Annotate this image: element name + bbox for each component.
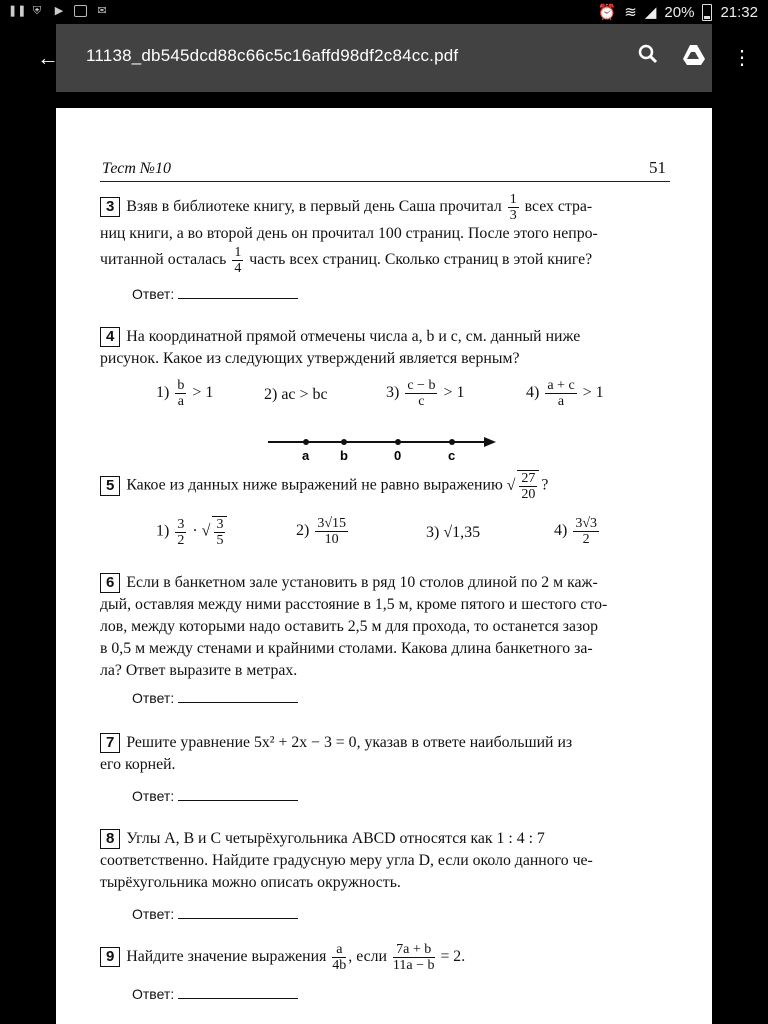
task-number: 6 xyxy=(100,573,120,593)
task-6 xyxy=(100,572,670,682)
point-b xyxy=(341,439,347,445)
task-text: в 0,5 м между стенами и крайними столами. Какова длина банкетного за- xyxy=(100,640,593,657)
answer-line[interactable] xyxy=(178,788,298,801)
page-number: 51 xyxy=(649,158,666,177)
point-zero xyxy=(395,439,401,445)
battery-icon xyxy=(702,4,712,21)
task-number: 9 xyxy=(100,947,120,967)
task-number: 4 xyxy=(100,327,120,347)
task-text: На координатной прямой отмечены числа a, b и c, см. данный ниже xyxy=(126,328,581,345)
answer-field[interactable] xyxy=(132,690,298,706)
status-bar xyxy=(0,0,768,24)
task-text: его корней. xyxy=(100,756,176,773)
task-text: тырёхугольника можно описать окружность. xyxy=(100,874,401,891)
answer-field[interactable] xyxy=(132,906,298,922)
task-4-options xyxy=(156,378,676,418)
label-b: b xyxy=(340,448,348,462)
fraction: $\frac{a}{4b}$ xyxy=(332,942,347,973)
task-text: Взяв в библиотеке книгу, в первый день Саша прочитал xyxy=(126,198,502,216)
point-c xyxy=(449,439,455,445)
clock: 21:32 xyxy=(720,3,758,21)
task-5: 5 Какое из данных ниже выражений не равно выражению √ $\frac{27}{20}$ ? xyxy=(100,470,670,502)
system-status xyxy=(598,3,758,21)
answer-field[interactable] xyxy=(132,986,298,1002)
header-rule xyxy=(100,181,670,182)
answer-field[interactable] xyxy=(132,286,298,302)
task-3 xyxy=(100,192,670,276)
fraction: $\frac{1}{4}$ xyxy=(234,245,242,276)
answer-label: Ответ: xyxy=(132,788,175,804)
answer-label: Ответ: xyxy=(132,286,175,302)
option-4: 4) $\frac{a + c}{a}$ > 1 xyxy=(526,378,604,409)
task-text: ла? Ответ выразите в метрах. xyxy=(100,662,298,679)
task-text: дый, оставляя между ними расстояние в 1,5 м, кроме пятого и шестого сто- xyxy=(100,596,608,613)
task-text: рисунок. Какое из следующих утверждений является верным? xyxy=(100,350,520,367)
answer-label: Ответ: xyxy=(132,986,175,1002)
task-text: = 2. xyxy=(440,948,466,966)
sqrt-expression: √ $\frac{27}{20}$ xyxy=(507,477,542,494)
answer-line[interactable] xyxy=(178,286,298,299)
task-text: всех стра- xyxy=(524,198,593,216)
fraction: $\frac{7a + b}{11a - b}$ xyxy=(392,942,435,973)
wifi-icon: ≋ xyxy=(624,4,637,21)
task-5-options xyxy=(156,516,676,556)
task-text: Если в банкетном зале установить в ряд 10 столов длиной по 2 м каж- xyxy=(126,574,598,591)
option-4: 4) $\frac{3√3}{2}$ xyxy=(554,516,598,547)
more-vert-icon[interactable]: ⋮ xyxy=(732,47,752,69)
task-text: часть всех страниц. Сколько страниц в этой книге? xyxy=(249,251,593,269)
answer-label: Ответ: xyxy=(132,906,175,922)
task-text: лов, между которыми надо оставить 2,5 м для прохода, то останется зазор xyxy=(100,618,599,635)
answer-field[interactable] xyxy=(132,788,298,804)
task-number: 8 xyxy=(100,829,120,849)
notification-icons xyxy=(8,4,109,18)
label-a: a xyxy=(302,448,310,462)
task-number: 7 xyxy=(100,733,120,753)
task-text: Решите уравнение 5x² + 2x − 3 = 0, указав в ответе наибольший из xyxy=(126,734,573,751)
fraction: $\frac{1}{3}$ xyxy=(509,192,517,223)
option-1: 1) $\frac{b}{a}$ > 1 xyxy=(156,378,214,409)
option-3: 3) $\frac{c - b}{c}$ > 1 xyxy=(386,378,465,409)
answer-line[interactable] xyxy=(178,986,298,999)
option-1: 1) $\frac{3}{2}$ · √ $\frac{3}{5}$ xyxy=(156,516,229,548)
alarm-icon: ⏰ xyxy=(597,4,617,21)
document-title: 11138_db545dcd88c66c5c16affd98df2c84cc.pdf xyxy=(86,46,459,65)
back-arrow-icon[interactable]: ← xyxy=(37,45,59,70)
task-text: соответственно. Найдите градусную меру угла D, если около данного че- xyxy=(100,852,593,869)
battery-level: 20% xyxy=(664,3,695,21)
point-a xyxy=(303,439,309,445)
pdf-page xyxy=(56,108,712,1024)
option-2: 2) ac > bc xyxy=(264,386,328,403)
task-text: , если xyxy=(348,948,387,966)
page-header-title: Тест №10 xyxy=(102,160,171,177)
task-text: читанной осталась xyxy=(100,251,227,269)
task-number: 5 xyxy=(100,476,120,496)
search-icon[interactable] xyxy=(634,44,662,72)
answer-label: Ответ: xyxy=(132,690,175,706)
task-7 xyxy=(100,732,670,776)
pause-icon: ❚❚ xyxy=(8,5,27,17)
task-number: 3 xyxy=(100,197,120,217)
signal-icon: ◢ xyxy=(644,4,657,21)
option-3: 3) √1,35 xyxy=(426,524,481,541)
task-9 xyxy=(100,942,670,973)
option-2: 2) $\frac{3√15}{10}$ xyxy=(296,516,347,547)
image-icon xyxy=(74,5,87,17)
task-text: Углы A, B и C четырёхугольника ABCD относятся как 1 : 4 : 7 xyxy=(126,830,545,847)
task-text: Найдите значение выражения xyxy=(126,948,327,966)
task-text: Какое из данных ниже выражений не равно выражению xyxy=(126,476,503,494)
drive-add-icon[interactable] xyxy=(680,44,708,72)
label-c: c xyxy=(448,448,456,462)
label-zero: 0 xyxy=(394,448,402,462)
mail-icon: ✉ xyxy=(97,5,107,17)
task-4 xyxy=(100,326,670,370)
task-8 xyxy=(100,828,670,894)
youtube-icon: ▶ xyxy=(54,5,64,17)
task-text: ниц книги, а во второй день он прочитал 100 страниц. После этого непро- xyxy=(100,225,598,242)
answer-line[interactable] xyxy=(178,906,298,919)
shield-icon: ⛨ xyxy=(32,5,42,17)
answer-line[interactable] xyxy=(178,690,298,703)
number-line xyxy=(268,428,496,462)
